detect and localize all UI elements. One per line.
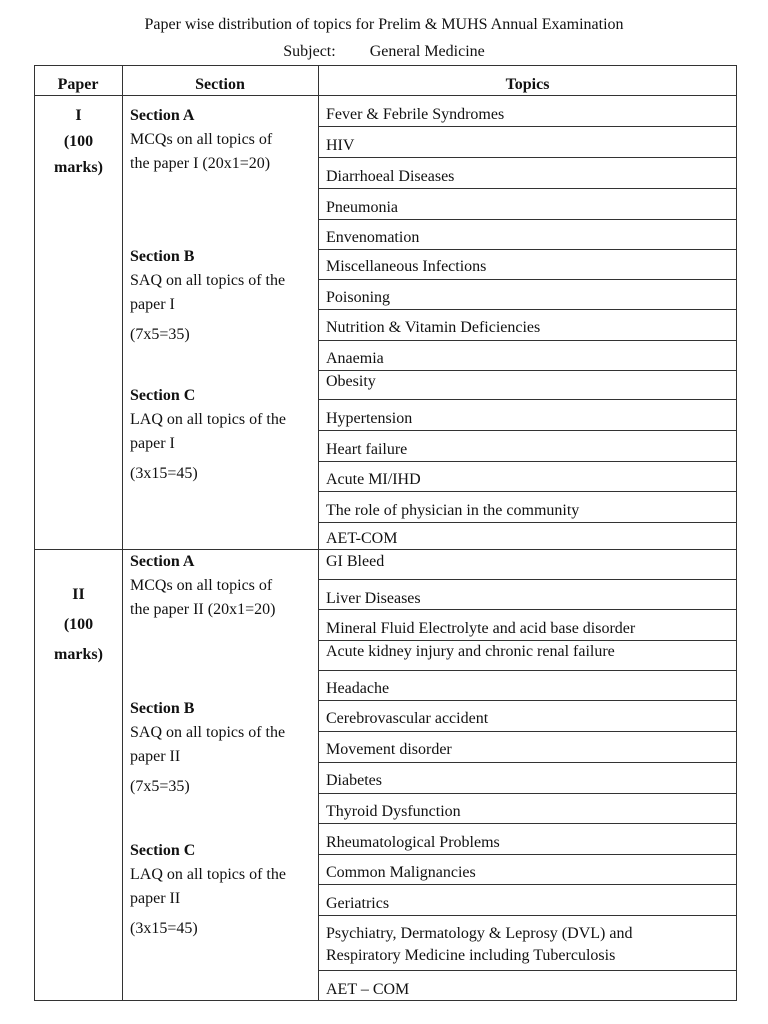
page-title: Paper wise distribution of topics for Prelim & MUHS Annual Examination [144,16,624,33]
topic-line: Headache [326,680,390,697]
topic-row-divider [318,884,737,885]
section-description: LAQ on all topics of the [130,411,286,428]
topic-line: GI Bleed [326,553,385,570]
topic-row-divider [318,399,737,400]
topic-line: Pneumonia [326,199,398,216]
section-marks: (3x15=45) [130,920,198,937]
section-marks: (7x5=35) [130,778,190,795]
section-description: the paper II (20x1=20) [130,601,276,618]
topic-line: Poisoning [326,289,391,306]
topic-line: Common Malignancies [326,864,476,881]
section-block [130,697,315,799]
topic-row-divider [318,491,737,492]
paper-2-cell [35,580,122,670]
topic-item [326,641,731,663]
topic-row-divider [318,762,737,763]
section-title: Section B [130,248,195,265]
topic-item [326,287,731,309]
paper-number: II [72,586,85,603]
topic-line: Psychiatry, Dermatology & Leprosy (DVL) and [326,925,633,942]
topic-line: Envenomation [326,229,420,246]
topic-row-divider [318,340,737,341]
topic-line: Movement disorder [326,741,452,758]
topic-row-divider [318,915,737,916]
section-block [130,550,315,622]
topic-item [326,528,731,550]
header-topics: Topics [505,76,550,93]
topic-line: Geriatrics [326,895,390,912]
topic-row-divider [318,461,737,462]
section-block [130,839,315,941]
header-section: Section [195,76,245,93]
topic-item [326,739,731,761]
topic-row-divider [318,731,737,732]
topic-item [326,588,731,610]
topic-line: The role of physician in the community [326,502,580,519]
topic-item [326,439,731,461]
section-title: Section C [130,387,196,404]
topic-row-divider [318,609,737,610]
paper-marks-line1: (100 [63,133,94,150]
topic-line: Hypertension [326,410,413,427]
topic-line: Diarrhoeal Diseases [326,168,455,185]
header-paper: Paper [57,76,99,93]
section-description: paper II [130,890,181,907]
topic-item [326,166,731,188]
topic-row-divider [318,126,737,127]
topic-row-divider [318,640,737,641]
topic-item [326,408,731,430]
topic-line: Obesity [326,373,376,390]
topic-item [326,551,731,573]
topic-row-divider [318,700,737,701]
topic-item [326,893,731,915]
topic-row-divider [318,670,737,671]
topic-item [326,618,731,640]
section-description: MCQs on all topics of [130,131,273,148]
topic-item [326,923,731,967]
topic-line: Rheumatological Problems [326,834,500,851]
topic-line: Liver Diseases [326,590,421,607]
topic-line: Thyroid Dysfunction [326,803,461,820]
topic-line: Anaemia [326,350,384,367]
topic-item [326,256,731,278]
section-description: MCQs on all topics of [130,577,273,594]
paper-marks-line2: marks) [54,646,103,663]
topic-item [326,862,731,884]
topic-line: Acute MI/IHD [326,471,421,488]
header-divider [34,95,737,96]
topic-row-divider [318,793,737,794]
subject-value: General Medicine [369,43,485,60]
topic-line: Respiratory Medicine including Tuberculosis [326,947,616,964]
topic-item [326,348,731,370]
topic-line: Cerebrovascular accident [326,710,489,727]
topic-row-divider [318,249,737,250]
section-marks: (3x15=45) [130,465,198,482]
section-description: LAQ on all topics of the [130,866,286,883]
section-title: Section C [130,842,196,859]
topic-row-divider [318,823,737,824]
topic-line: HIV [326,137,355,154]
section-description: the paper I (20x1=20) [130,155,271,172]
topic-row-divider [318,970,737,971]
topic-line: Heart failure [326,441,408,458]
column-divider-paper [122,65,123,1001]
topic-row-divider [318,370,737,371]
section-title: Section A [130,107,195,124]
topic-row-divider [318,219,737,220]
topic-item [326,801,731,823]
topic-row-divider [318,579,737,580]
subject-line [0,43,768,61]
topic-item [326,678,731,700]
topic-line: Nutrition & Vitamin Deficiencies [326,319,541,336]
topic-row-divider [318,157,737,158]
topic-item [326,197,731,219]
paper-number: I [75,107,82,124]
section-title: Section A [130,553,195,570]
topic-item [326,500,731,522]
topic-line: Acute kidney injury and chronic renal failure [326,643,615,660]
column-divider-section [318,65,319,1001]
topic-row-divider [318,522,737,523]
topic-line: Fever & Febrile Syndromes [326,106,505,123]
section-block [130,245,315,347]
subject-label: Subject: [283,43,336,60]
section-description: paper I [130,435,175,452]
topic-item [326,832,731,854]
section-title: Section B [130,700,195,717]
topic-row-divider [318,188,737,189]
topic-row-divider [318,279,737,280]
topic-item [326,227,731,249]
section-description: SAQ on all topics of the [130,272,286,289]
section-description: paper I [130,296,175,313]
section-block [130,384,315,486]
paper-marks-line1: (100 [63,616,94,633]
topic-item [326,979,731,1001]
topic-line: Mineral Fluid Electrolyte and acid base disorder [326,620,636,637]
topic-row-divider [318,854,737,855]
topic-line: Miscellaneous Infections [326,258,487,275]
topic-line: AET – COM [326,981,410,998]
topic-item [326,770,731,792]
topic-item [326,135,731,157]
paper-marks-line2: marks) [54,159,103,176]
topic-item [326,708,731,730]
section-marks: (7x5=35) [130,326,190,343]
topic-line: Diabetes [326,772,382,789]
section-description: SAQ on all topics of the [130,724,286,741]
topic-item [326,104,731,126]
topic-item [326,317,731,339]
topic-row-divider [318,430,737,431]
paper-1-cell [35,103,122,181]
section-block [130,104,315,176]
section-description: paper II [130,748,181,765]
topic-line: AET-COM [326,530,398,547]
topic-item [326,469,731,491]
topic-row-divider [318,309,737,310]
topic-item [326,371,731,393]
